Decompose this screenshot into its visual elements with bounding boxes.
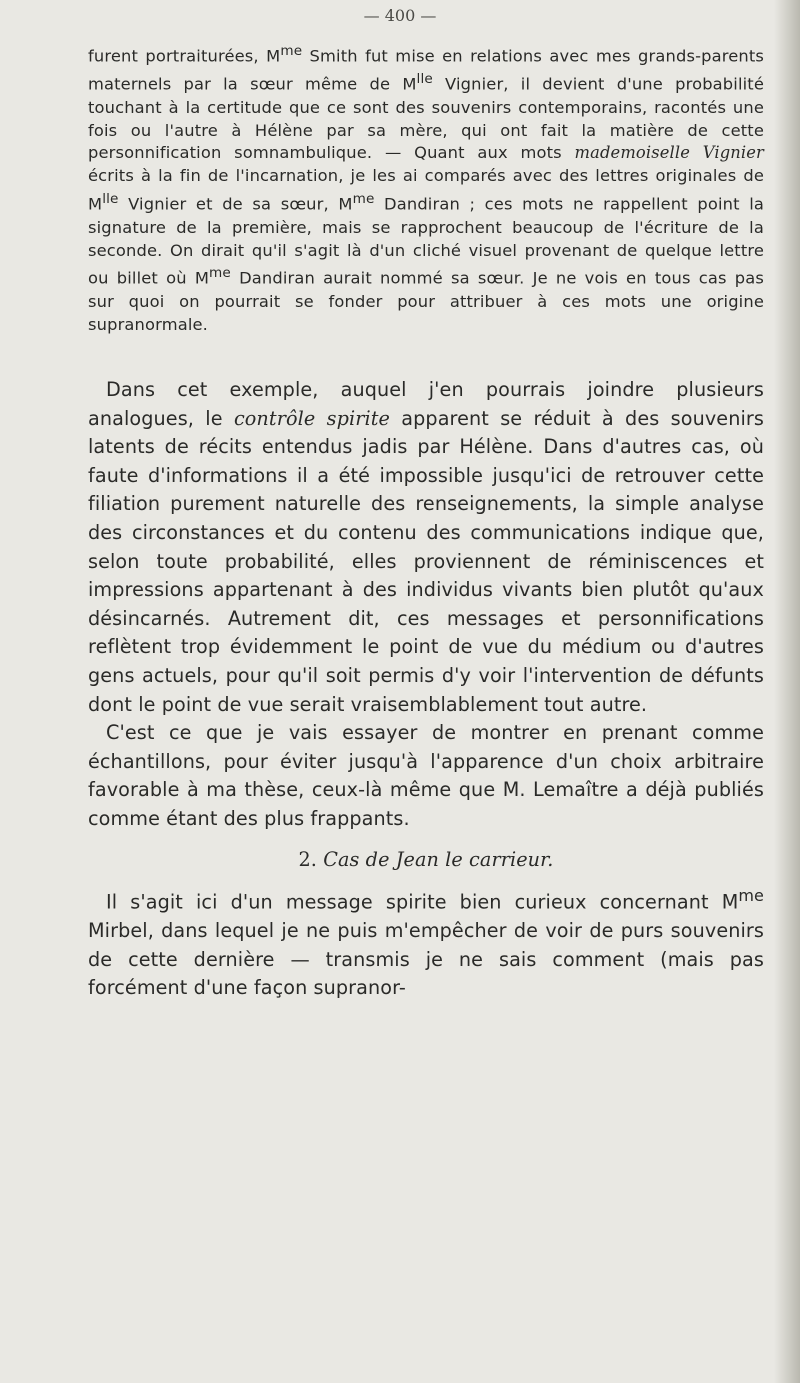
text-span: Dans cet exemple, auquel j'en pourrais joindre plusieurs analogues, le bbox=[88, 378, 764, 430]
small-print-block bbox=[88, 40, 764, 337]
superscript: me bbox=[738, 886, 764, 906]
text-span: écrits à la fin de l'incarnation, je les ai comparés avec des lettres originales de M bbox=[88, 166, 764, 214]
paragraph-3: C'est ce que je vais essayer de montrer en prenant comme échantillons, pour éviter jusqu'à l'apparence d'un choix arbitraire favorable à ma thèse, ceux-là même que M. Lemaître a déjà publiés comme étant des plus frappants. bbox=[88, 721, 764, 830]
text-span: Dandiran ; ces mots ne rappellent point la signature de la première, mais se rapprochent beaucoup de l'écriture de la seconde. On dirait qu'il s'agit là d'un cliché visuel provenant de quelque lettre ou billet où M bbox=[88, 194, 765, 288]
text-span: furent portraiturées, M bbox=[88, 46, 281, 66]
text-span: Mirbel, dans lequel je ne puis m'empêcher de voir de purs souvenirs de cette dernière — transmis je ne sais comment (mais pas forcément d'une façon supranor- bbox=[88, 919, 764, 1000]
text-span: Smith fut mise en relations avec mes grands-parents maternels par la sœur même de M bbox=[88, 46, 764, 94]
superscript: lle bbox=[102, 191, 119, 208]
page-number: — 400 — bbox=[363, 6, 437, 25]
paragraph-1 bbox=[88, 40, 764, 337]
text-span: Il s'agit ici d'un message spirite bien curieux concernant M bbox=[106, 890, 739, 914]
paragraph-2 bbox=[88, 376, 764, 719]
text-span: Vignier et de sa sœur, M bbox=[118, 194, 353, 214]
italic-text: contrôle spirite bbox=[233, 406, 390, 430]
superscript: me bbox=[209, 265, 231, 282]
body-text-block bbox=[88, 376, 764, 1003]
italic-text: mademoiselle Vignier bbox=[574, 143, 764, 163]
superscript: lle bbox=[416, 71, 433, 88]
paragraph-4 bbox=[88, 882, 764, 1003]
text-span: Vignier, il devient d'une probabilité touchant à la certitude que ce sont des souvenirs contemporains, racontés une fois ou l'autre à Hélène par sa mère, qui ont fait la matière de cette personnification somnambulique. — Quant aux mots bbox=[88, 74, 765, 163]
section-heading bbox=[88, 846, 764, 875]
superscript: me bbox=[352, 191, 375, 208]
text-span: apparent se réduit à des souvenirs latents de récits entendus jadis par Hélène. Dans d'autres cas, où faute d'informations il a été impossible jusqu'ici de retrouver cette filiation purement naturelle des renseignements, la simple analyse des circonstances et du contenu des communications indique que, selon toute probabilité, elles proviennent de réminiscences et impressions appartenant à des individus vivants bien plutôt qu'aux désincarnés. Autrement dit, ces messages et personnifications reflètent trop évidemment le point de vue du médium ou d'autres gens actuels, pour qu'il soit permis d'y voir l'intervention de défunts dont le point de vue serait vraisemblablement tout autre. bbox=[88, 406, 764, 716]
section-number: 2. bbox=[298, 847, 318, 871]
section-title: Cas de Jean le carrieur. bbox=[323, 847, 554, 871]
page-edge-shadow bbox=[774, 0, 800, 1383]
text-span: Dandiran aurait nommé sa sœur. Je ne vois en tous cas pas sur quoi on pourrait se fonder pour attribuer à ces mots une origine supranormale. bbox=[88, 268, 764, 334]
superscript: me bbox=[280, 43, 303, 59]
